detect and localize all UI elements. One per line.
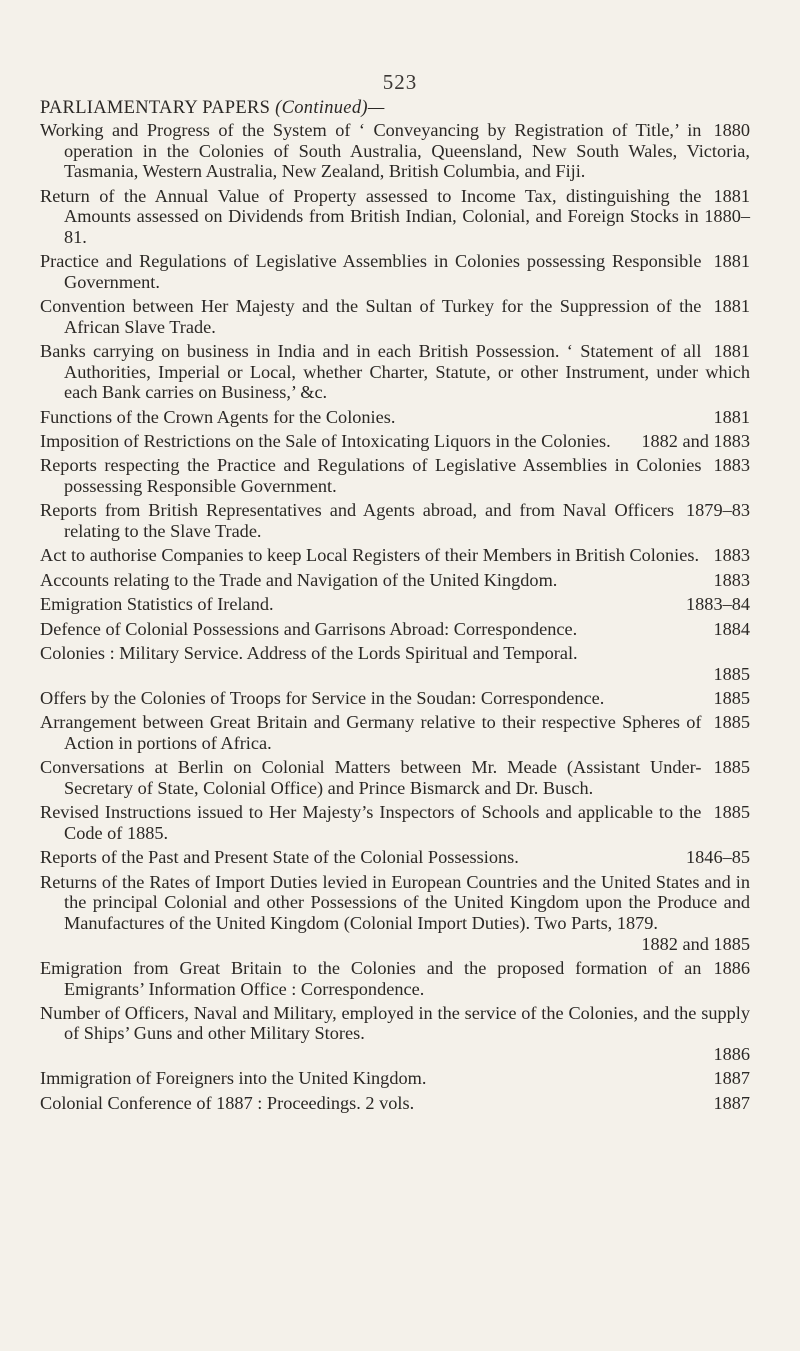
- entry-text: Imposition of Restrictions on the Sale of Intoxicating Liquors in the Colonies.: [40, 431, 611, 452]
- list-item: [40, 407, 750, 428]
- list-item: [40, 619, 750, 640]
- list-item: [40, 120, 750, 182]
- list-item: [40, 757, 750, 798]
- entry-date: 1886: [713, 1044, 750, 1065]
- entry-date: 1886: [713, 957, 750, 978]
- entry-text: Colonial Conference of 1887 : Proceedings. 2 vols.: [40, 1092, 415, 1113]
- entry-text: Defence of Colonial Possessions and Garrisons Abroad: Correspondence.: [40, 618, 578, 639]
- list-item: [40, 802, 750, 843]
- list-item: [40, 545, 750, 566]
- entry-text: Practice and Regulations of Legislative Assemblies in Colonies possessing Responsible Government.: [40, 251, 702, 292]
- entry-text: Reports from British Representatives and Agents abroad, and from Naval Officers relating to the Slave Trade.: [40, 500, 675, 542]
- entry-date: 1884: [713, 618, 750, 639]
- list-item: [40, 958, 750, 999]
- entry-list: [40, 120, 750, 1113]
- entry-text: Arrangement between Great Britain and Germany relative to their respective Spheres of Action in portions of Africa.: [40, 712, 702, 753]
- entry-text: Reports of the Past and Present State of the Colonial Possessions.: [40, 847, 519, 868]
- entry-date: 1881: [713, 296, 750, 317]
- entry-date: 1846–85: [686, 847, 750, 868]
- entry-date: 1881: [713, 185, 750, 206]
- entry-date: 1885: [713, 757, 750, 778]
- entry-date: 1880: [713, 120, 750, 140]
- page-number: 523: [382, 70, 418, 94]
- entry-text: Return of the Annual Value of Property assessed to Income Tax, distinguishing the Amounts assessed on Dividends from British Indian, Colonial, and Foreign Stocks in 1880–81.: [40, 185, 750, 247]
- entry-text: Accounts relating to the Trade and Navigation of the United Kingdom.: [40, 569, 558, 590]
- entry-date: 1887: [713, 1068, 750, 1089]
- list-item: [40, 500, 750, 541]
- entry-text: Colonies : Military Service. Address of the Lords Spiritual and Temporal.: [40, 643, 578, 664]
- entry-text: Offers by the Colonies of Troops for Service in the Soudan: Correspondence.: [40, 688, 605, 708]
- entry-date: 1887: [713, 1092, 750, 1113]
- entry-date: 1881: [713, 251, 750, 272]
- list-item: [40, 1068, 750, 1089]
- heading-continued: (Continued)—: [275, 98, 385, 118]
- entry-date: 1885: [713, 802, 750, 823]
- entry-text: Emigration from Great Britain to the Colonies and the proposed formation of an Emigrants’ Information Office : Correspondence.: [40, 957, 702, 999]
- entry-text: Banks carrying on business in India and in each British Possession. ‘ Statement of all Authorities, Imperial or Local, whether Charter, Statute, or other Instrument, under which each Bank carries on Business,’ &c.: [40, 341, 750, 403]
- section-heading: [40, 96, 750, 120]
- list-item: [40, 688, 750, 709]
- list-item: [40, 643, 750, 684]
- heading-title: PARLIAMENTARY PAPERS: [40, 98, 271, 118]
- list-item: [40, 1093, 750, 1114]
- entry-text: Convention between Her Majesty and the Sultan of Turkey for the Suppression of the African Slave Trade.: [40, 296, 702, 337]
- list-item: [40, 296, 750, 337]
- entry-text: Number of Officers, Naval and Military, employed in the service of the Colonies, and the supply of Ships’ Guns and other Military Stores.: [40, 1002, 750, 1044]
- entry-date: 1882 and 1883: [641, 431, 750, 452]
- entry-date: 1879–83: [686, 500, 750, 521]
- entry-text: Revised Instructions issued to Her Majesty’s Inspectors of Schools and applicable to the Code of 1885.: [40, 802, 702, 843]
- list-item: [40, 847, 750, 868]
- entry-text: Working and Progress of the System of ‘ Conveyancing by Registration of Title,’ in operation in the Colonies of South Australia, Queensland, New South Wales, Victoria, Tasmania, Western Australia, New Zealand, British Columbia, and Fiji.: [40, 120, 750, 182]
- entry-date: 1885: [713, 712, 750, 733]
- list-item: [40, 186, 750, 248]
- list-item: [40, 712, 750, 753]
- entry-date: 1883: [713, 569, 750, 590]
- list-item: [40, 1003, 750, 1065]
- document-body: [40, 96, 750, 1117]
- entry-text: Returns of the Rates of Import Duties levied in European Countries and the United States and in the principal Colonial and other Possessions of the United Kingdom upon the Produce and Manufactures of the United Kingdom (Colonial Import Duties). Two Parts, 1879.: [40, 871, 750, 933]
- entry-text: Functions of the Crown Agents for the Colonies.: [40, 406, 396, 427]
- entry-date: 1883: [713, 455, 750, 476]
- entry-text: Act to authorise Companies to keep Local Registers of their Members in British Colonies.: [40, 545, 700, 566]
- list-item: [40, 594, 750, 615]
- list-item: [40, 872, 750, 954]
- entry-date: 1881: [713, 341, 750, 362]
- entry-text: Conversations at Berlin on Colonial Matters between Mr. Meade (Assistant Under-Secretary of State, Colonial Office) and Prince Bismarck and Dr. Busch.: [40, 757, 702, 798]
- entry-text: Immigration of Foreigners into the United Kingdom.: [40, 1068, 427, 1089]
- entry-date: 1882 and 1885: [641, 933, 750, 954]
- list-item: [40, 341, 750, 403]
- entry-date: 1885: [713, 663, 750, 684]
- entry-text: Emigration Statistics of Ireland.: [40, 594, 274, 615]
- list-item: [40, 431, 750, 452]
- entry-date: 1885: [713, 688, 750, 708]
- entry-text: Reports respecting the Practice and Regulations of Legislative Assemblies in Colonies possessing Responsible Government.: [40, 455, 702, 497]
- list-item: [40, 570, 750, 591]
- entry-date: 1883–84: [686, 594, 750, 615]
- entry-date: 1881: [713, 406, 750, 427]
- list-item: [40, 251, 750, 292]
- list-item: [40, 455, 750, 496]
- entry-date: 1883: [713, 545, 750, 566]
